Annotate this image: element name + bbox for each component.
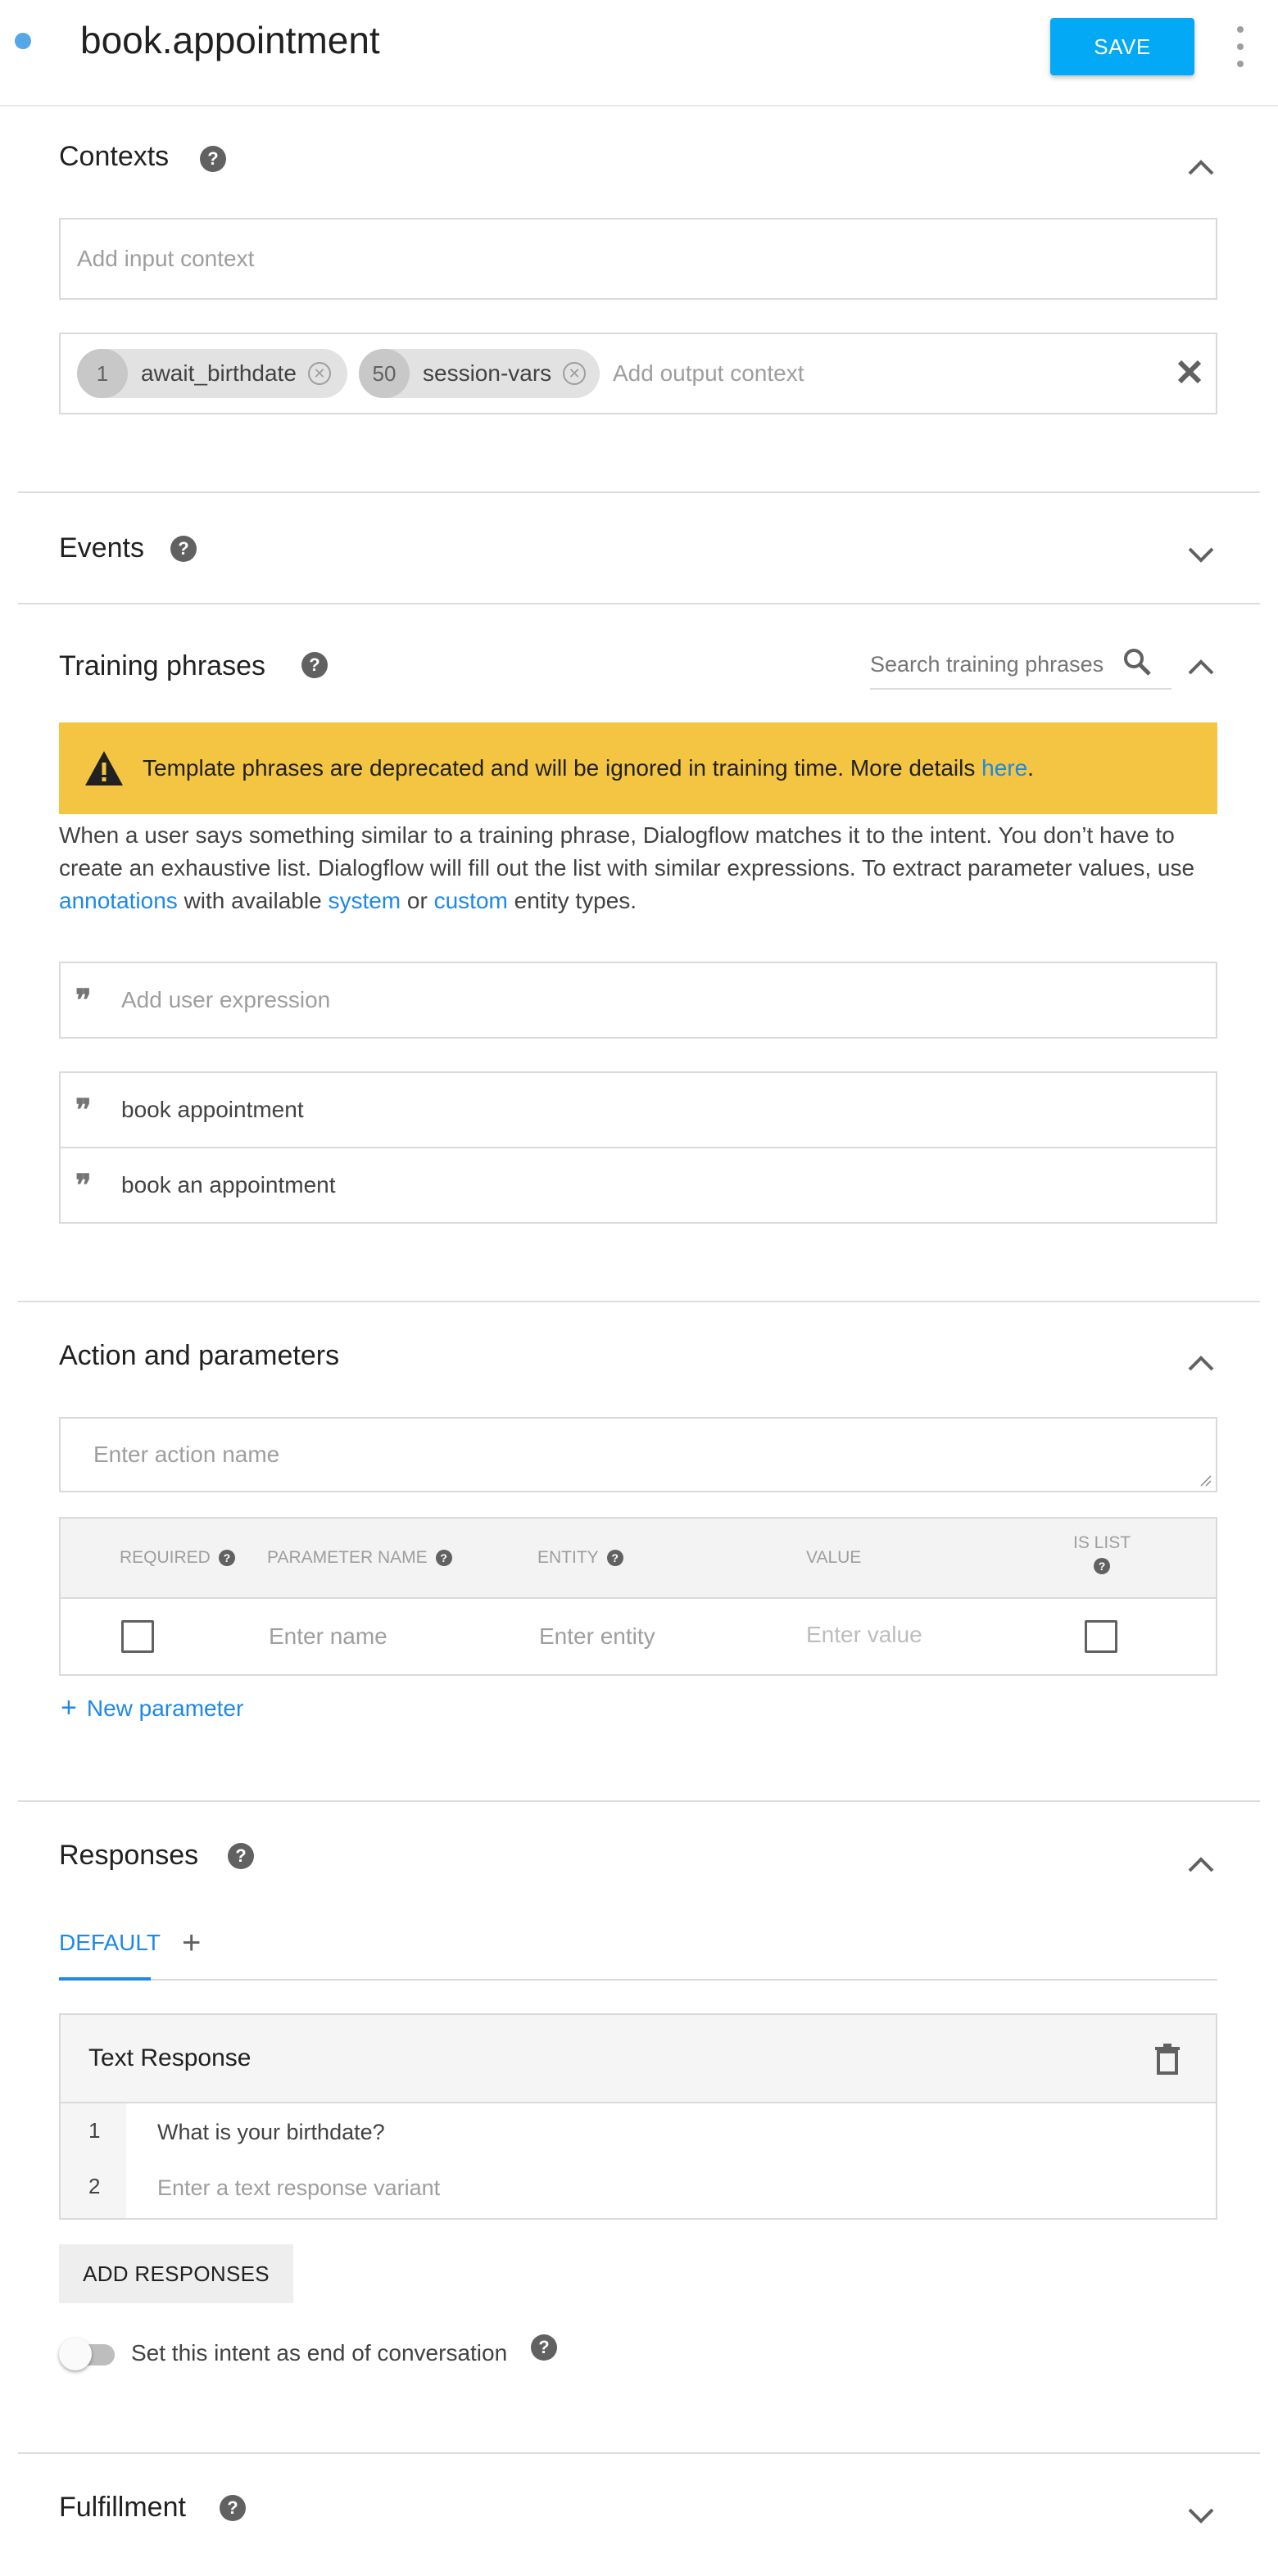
annotations-link[interactable]: annotations bbox=[59, 888, 178, 913]
contexts-title: Contexts bbox=[59, 141, 170, 172]
warning-details-link[interactable]: here bbox=[981, 755, 1028, 781]
training-phrases-title: Training phrases bbox=[59, 650, 265, 681]
action-collapse-chevron-up-icon[interactable] bbox=[1185, 1347, 1217, 1379]
response-number: 1 bbox=[88, 2118, 101, 2143]
remove-context-icon[interactable]: ✕ bbox=[308, 362, 331, 385]
input-context-field[interactable] bbox=[59, 218, 1217, 300]
section-divider bbox=[18, 491, 1260, 493]
tab-default[interactable]: DEFAULT bbox=[59, 1930, 161, 1955]
end-conversation-help-icon[interactable]: ? bbox=[531, 2334, 557, 2361]
trash-icon[interactable] bbox=[1153, 2043, 1181, 2076]
parameter-name-help-icon[interactable]: ? bbox=[436, 1550, 452, 1566]
section-divider bbox=[18, 2452, 1260, 2454]
entity-help-icon[interactable]: ? bbox=[607, 1550, 623, 1566]
context-name: await_birthdate bbox=[141, 360, 297, 386]
quote-icon: ❞ bbox=[75, 983, 92, 1017]
output-context-placeholder: Add output context bbox=[613, 360, 804, 386]
fulfillment-expand-chevron-down-icon[interactable] bbox=[1185, 2498, 1217, 2531]
column-is-list: IS LIST ? bbox=[1073, 1533, 1131, 1573]
warning-message: Template phrases are deprecated and will be ignored in training time. More details here. bbox=[143, 755, 1034, 781]
text-response-title: Text Response bbox=[88, 2044, 252, 2071]
training-collapse-chevron-up-icon[interactable] bbox=[1185, 650, 1217, 683]
action-parameters-title: Action and parameters bbox=[59, 1340, 340, 1371]
remove-context-icon[interactable]: ✕ bbox=[563, 362, 586, 385]
clear-contexts-icon[interactable] bbox=[1176, 359, 1203, 385]
context-lifespan[interactable]: 50 bbox=[359, 349, 410, 398]
context-lifespan[interactable]: 1 bbox=[77, 349, 128, 398]
entity-input[interactable]: Enter entity bbox=[539, 1623, 655, 1649]
custom-entities-link[interactable]: custom bbox=[433, 888, 508, 913]
response-number: 2 bbox=[88, 2174, 101, 2198]
training-description: When a user says something similar to a training phrase, Dialogflow matches it to the intent. You don’t have to create an exhaustive list. Dialogflow will fill out the list with similar expressions. To extract parameter values, use annotations with available system or custom entity types. bbox=[59, 822, 1195, 913]
section-divider bbox=[18, 603, 1260, 604]
tabs-underline bbox=[59, 1979, 1217, 1981]
warning-icon bbox=[84, 749, 125, 787]
status-dot-icon bbox=[15, 33, 31, 49]
intent-name[interactable]: book.appointment bbox=[80, 19, 380, 61]
add-expression-placeholder: Add user expression bbox=[121, 987, 331, 1012]
output-context-chip[interactable] bbox=[359, 349, 600, 398]
output-context-chip[interactable] bbox=[77, 349, 347, 398]
training-help-icon[interactable]: ? bbox=[301, 652, 328, 678]
contexts-help-icon[interactable]: ? bbox=[200, 146, 226, 172]
response-text[interactable]: What is your birthdate? bbox=[157, 2120, 385, 2144]
fulfillment-title: Fulfillment bbox=[59, 2492, 186, 2523]
more-options-icon[interactable] bbox=[1232, 26, 1249, 67]
end-conversation-label: Set this intent as end of conversation bbox=[131, 2340, 508, 2365]
search-icon[interactable] bbox=[1122, 647, 1152, 677]
training-phrase-text[interactable]: book appointment bbox=[121, 1097, 304, 1122]
required-checkbox[interactable] bbox=[121, 1620, 154, 1653]
quote-icon: ❞ bbox=[75, 1168, 92, 1202]
add-tab-plus-icon[interactable]: + bbox=[182, 1925, 202, 1961]
column-entity: ENTITY ? bbox=[537, 1548, 623, 1568]
value-input[interactable]: Enter value bbox=[806, 1622, 922, 1647]
input-context-placeholder: Add input context bbox=[77, 246, 255, 271]
events-help-icon[interactable]: ? bbox=[170, 536, 197, 562]
responses-collapse-chevron-up-icon[interactable] bbox=[1185, 1848, 1217, 1881]
parameters-table-header bbox=[61, 1519, 1216, 1599]
events-title: Events bbox=[59, 532, 144, 564]
contexts-collapse-chevron-up-icon[interactable] bbox=[1185, 151, 1217, 183]
response-variant-input[interactable]: Enter a text response variant bbox=[157, 2175, 441, 2200]
quote-icon: ❞ bbox=[75, 1093, 92, 1127]
column-required: REQUIRED ? bbox=[120, 1548, 235, 1568]
fulfillment-help-icon[interactable]: ? bbox=[220, 2495, 246, 2521]
action-name-input[interactable] bbox=[59, 1417, 1217, 1492]
is-list-help-icon[interactable]: ? bbox=[1094, 1558, 1110, 1574]
parameters-table bbox=[59, 1517, 1217, 1676]
required-help-icon[interactable]: ? bbox=[219, 1550, 235, 1566]
context-name: session-vars bbox=[423, 360, 552, 386]
plus-icon: + bbox=[61, 1692, 77, 1723]
search-placeholder: Search training phrases bbox=[870, 652, 1104, 677]
parameter-name-input[interactable]: Enter name bbox=[269, 1623, 387, 1649]
section-divider bbox=[18, 1301, 1260, 1302]
active-tab-indicator bbox=[59, 1977, 151, 1981]
section-divider bbox=[18, 1800, 1260, 1802]
training-phrase-text[interactable]: book an appointment bbox=[121, 1172, 336, 1197]
training-phrase-row[interactable] bbox=[59, 1071, 1217, 1148]
resize-handle-icon[interactable] bbox=[1199, 1474, 1212, 1487]
search-training-phrases-input[interactable] bbox=[870, 641, 1172, 690]
responses-title: Responses bbox=[59, 1840, 199, 1871]
new-parameter-link[interactable]: + New parameter bbox=[61, 1692, 244, 1723]
system-entities-link[interactable]: system bbox=[328, 888, 401, 913]
add-user-expression-input[interactable] bbox=[59, 962, 1217, 1039]
end-conversation-toggle[interactable] bbox=[59, 2336, 118, 2372]
column-parameter-name: PARAMETER NAME ? bbox=[267, 1548, 452, 1568]
intent-header bbox=[0, 0, 1278, 106]
is-list-checkbox[interactable] bbox=[1085, 1620, 1117, 1653]
save-button[interactable]: SAVE bbox=[1050, 18, 1194, 75]
action-name-placeholder: Enter action name bbox=[93, 1442, 280, 1467]
column-value: VALUE bbox=[806, 1548, 862, 1567]
add-responses-button[interactable]: ADD RESPONSES bbox=[59, 2244, 293, 2303]
deprecation-warning-banner bbox=[59, 722, 1217, 814]
output-context-field[interactable] bbox=[59, 333, 1217, 414]
text-response-card bbox=[59, 2013, 1217, 2220]
text-response-header bbox=[61, 2015, 1216, 2103]
training-phrase-row[interactable] bbox=[59, 1147, 1217, 1224]
responses-help-icon[interactable]: ? bbox=[228, 1843, 254, 1869]
events-expand-chevron-down-icon[interactable] bbox=[1185, 537, 1217, 570]
